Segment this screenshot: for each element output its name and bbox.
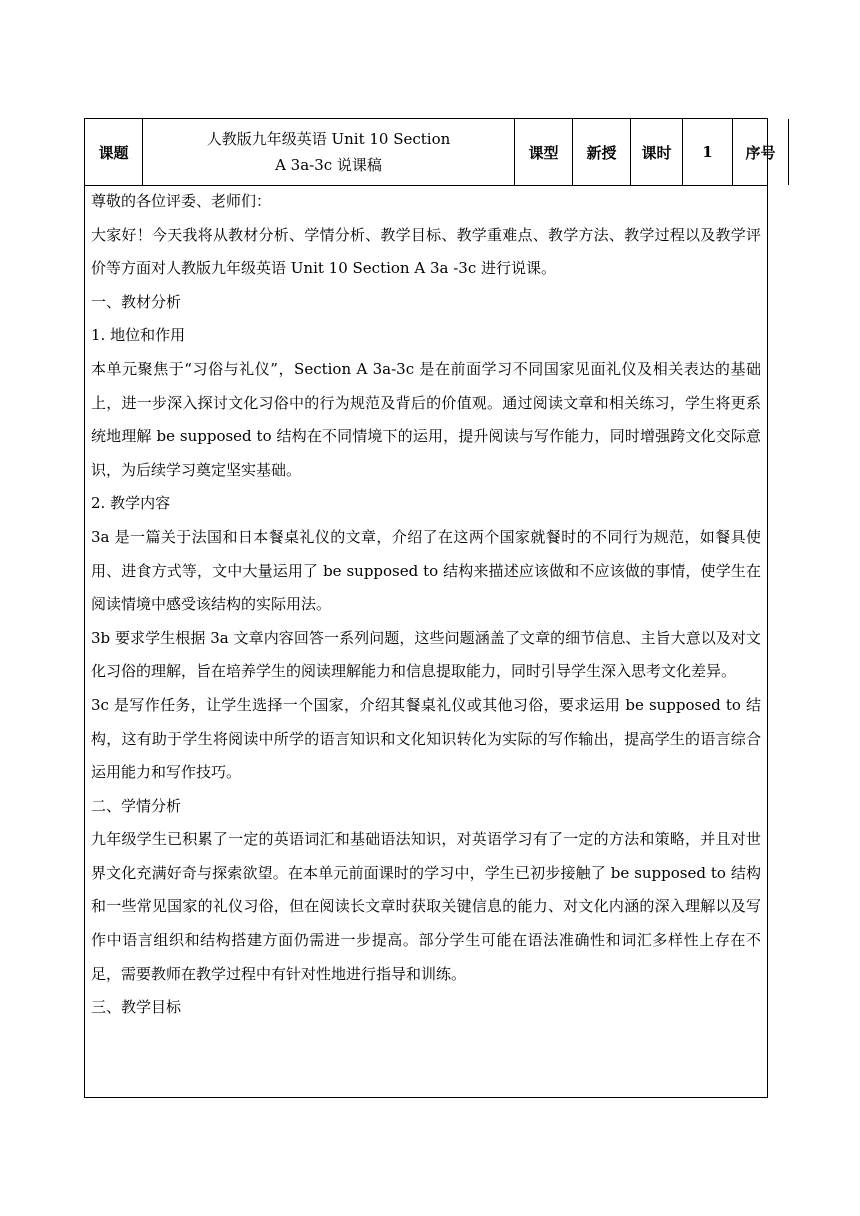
speech-body bbox=[85, 185, 767, 1025]
period-label: 课时 bbox=[631, 119, 683, 185]
header-row bbox=[85, 119, 776, 186]
position-paragraph: 本单元聚焦于“习俗与礼仪”，Section A 3a-3c 是在前面学习不同国家见面礼仪及相关表达的基础上，进一步深入探讨文化习俗中的行为规范及背后的价值观。通过阅读文章和相关练习，学生将更系统地理解 be supposed to 结构在不同情境下的运用，提升阅读与写作能力，同时增强跨文化交际意识，为后续学习奠定坚实基础。 bbox=[91, 359, 761, 479]
subheading-position: 1. 地位和作用 bbox=[91, 326, 186, 345]
intro-paragraph: 大家好！今天我将从教材分析、学情分析、教学目标、教学重难点、教学方法、教学过程以及教学评价等方面对人教版九年级英语 Unit 10 Section A 3a -3c 进行说课。 bbox=[91, 225, 761, 278]
lesson-type-label: 课型 bbox=[515, 119, 573, 185]
greeting: 尊敬的各位评委、老师们： bbox=[91, 192, 272, 210]
section-heading-materials: 一、教材分析 bbox=[91, 292, 182, 311]
lesson-plan-table bbox=[84, 118, 776, 1098]
lesson-title bbox=[143, 119, 515, 185]
lesson-title-line2: A 3a-3c 说课稿 bbox=[275, 156, 382, 174]
section-heading-objectives: 三、教学目标 bbox=[91, 998, 182, 1017]
students-paragraph: 九年级学生已积累了一定的英语词汇和基础语法知识，对英语学习有了一定的方法和策略，并且对世界文化充满好奇与探索欲望。在本单元前面课时的学习中，学生已初步接触了 be supposed to 结构和一些常见国家的礼仪习俗，但在阅读长文章时获取关键信息的能力、对文化内涵的深入理解以及写作中语言组织和结构搭建方面仍需进一步提高。部分学生可能在语法准确性和词汇多样性上存在不足，需要教师在教学过程中有针对性地进行指导和训练。 bbox=[91, 830, 761, 983]
paragraph-3a: 3a 是一篇关于法国和日本餐桌礼仪的文章，介绍了在这两个国家就餐时的不同行为规范，如餐具使用、进食方式等，文中大量运用了 be supposed to 结构来描述应该做和不应该做的事情，使学生在阅读情境中感受该结构的实际用法。 bbox=[91, 527, 761, 614]
section-heading-students: 二、学情分析 bbox=[91, 796, 182, 815]
topic-label: 课题 bbox=[85, 119, 143, 185]
lesson-title-line1: 人教版九年级英语 Unit 10 Section bbox=[206, 130, 451, 148]
lesson-type-value: 新授 bbox=[573, 119, 631, 185]
paragraph-3b: 3b 要求学生根据 3a 文章内容回答一系列问题，这些问题涵盖了文章的细节信息、主旨大意以及对文化习俗的理解，旨在培养学生的阅读理解能力和信息提取能力，同时引导学生深入思考文化差异。 bbox=[91, 628, 761, 681]
paragraph-3c: 3c 是写作任务，让学生选择一个国家，介绍其餐桌礼仪或其他习俗，要求运用 be supposed to 结构，这有助于学生将阅读中所学的语言知识和文化知识转化为实际的写作输出，提高学生的语言综合运用能力和写作技巧。 bbox=[91, 695, 761, 782]
subheading-content: 2. 教学内容 bbox=[91, 494, 171, 513]
serial-label: 序号 bbox=[733, 119, 789, 185]
period-value: 1 bbox=[683, 119, 733, 185]
